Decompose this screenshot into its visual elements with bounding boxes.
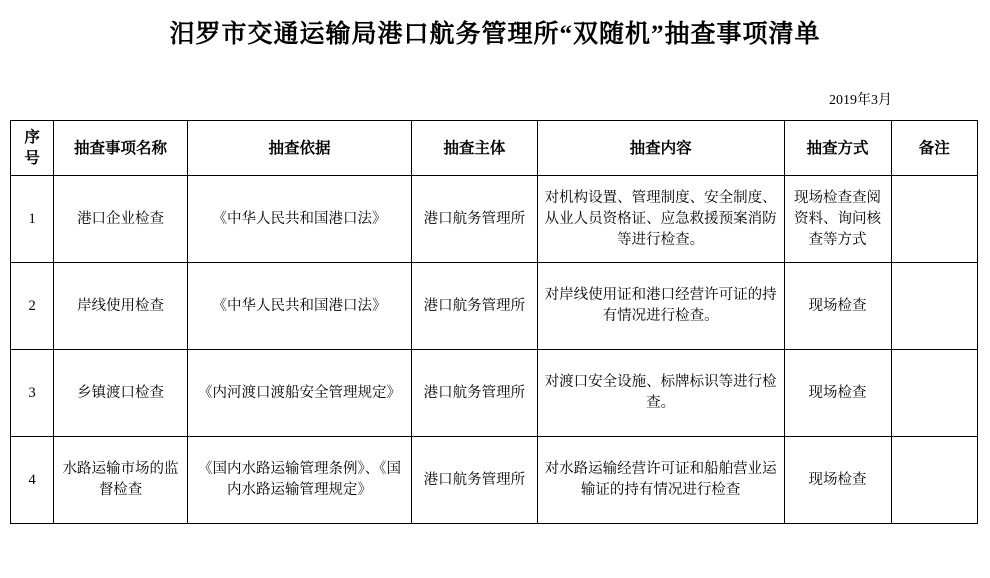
cell-content: 对水路运输经营许可证和船舶营业运输证的持有情况进行检查 xyxy=(537,437,784,524)
page-title: 汨罗市交通运输局港口航务管理所“双随机”抽查事项清单 xyxy=(169,21,821,48)
document-page xyxy=(0,18,990,578)
column-header-remark: 备注 xyxy=(891,121,977,176)
table-row xyxy=(11,350,978,437)
table-header-row xyxy=(11,121,978,176)
cell-remark xyxy=(891,437,977,524)
inspection-items-table xyxy=(10,120,978,524)
cell-seq: 1 xyxy=(11,176,54,263)
table-header xyxy=(11,121,978,176)
cell-method: 现场检查 xyxy=(784,437,891,524)
column-header-content: 抽查内容 xyxy=(537,121,784,176)
cell-content: 对机构设置、管理制度、安全制度、从业人员资格证、应急救援预案消防等进行检查。 xyxy=(537,176,784,263)
table-row xyxy=(11,437,978,524)
cell-subject: 港口航务管理所 xyxy=(412,350,538,437)
column-header-subject: 抽查主体 xyxy=(412,121,538,176)
table-row xyxy=(11,176,978,263)
cell-basis: 《内河渡口渡船安全管理规定》 xyxy=(187,350,411,437)
cell-basis: 《中华人民共和国港口法》 xyxy=(187,176,411,263)
cell-remark xyxy=(891,263,977,350)
document-date: 2019年3月 xyxy=(829,93,892,108)
cell-seq: 2 xyxy=(11,263,54,350)
table-row xyxy=(11,263,978,350)
cell-method: 现场检查查阅资料、询问核查等方式 xyxy=(784,176,891,263)
cell-subject: 港口航务管理所 xyxy=(412,437,538,524)
cell-remark xyxy=(891,350,977,437)
cell-seq: 3 xyxy=(11,350,54,437)
cell-content: 对渡口安全设施、标牌标识等进行检查。 xyxy=(537,350,784,437)
column-header-basis: 抽查依据 xyxy=(187,121,411,176)
cell-remark xyxy=(891,176,977,263)
cell-subject: 港口航务管理所 xyxy=(412,176,538,263)
cell-method: 现场检查 xyxy=(784,263,891,350)
column-header-seq: 序号 xyxy=(11,121,54,176)
table-body xyxy=(11,176,978,524)
column-header-name: 抽查事项名称 xyxy=(54,121,188,176)
cell-subject: 港口航务管理所 xyxy=(412,263,538,350)
cell-basis: 《国内水路运输管理条例》、《国内水路运输管理规定》 xyxy=(187,437,411,524)
cell-method: 现场检查 xyxy=(784,350,891,437)
column-header-method: 抽查方式 xyxy=(784,121,891,176)
cell-basis: 《中华人民共和国港口法》 xyxy=(187,263,411,350)
cell-name: 水路运输市场的监督检查 xyxy=(54,437,188,524)
cell-seq: 4 xyxy=(11,437,54,524)
cell-name: 乡镇渡口检查 xyxy=(54,350,188,437)
cell-content: 对岸线使用证和港口经营许可证的持有情况进行检查。 xyxy=(537,263,784,350)
cell-name: 岸线使用检查 xyxy=(54,263,188,350)
cell-name: 港口企业检查 xyxy=(54,176,188,263)
